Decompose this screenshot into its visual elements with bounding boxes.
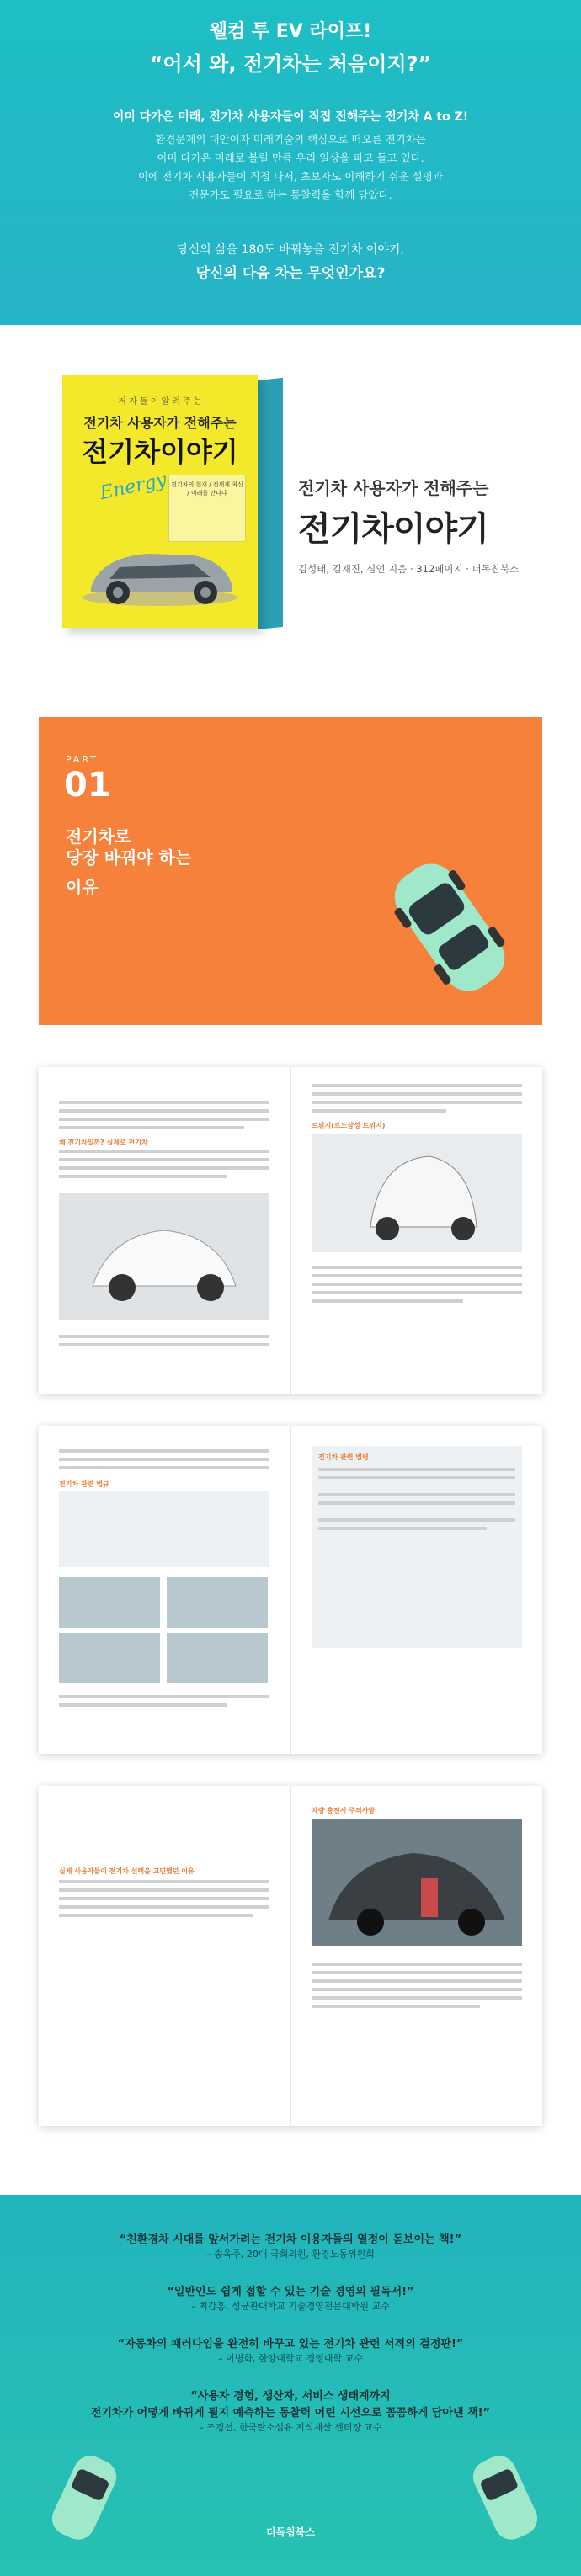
part-number: 01 [64, 766, 111, 805]
text-line [59, 1150, 269, 1153]
part-label: PART [66, 754, 99, 765]
book-meta: 김성태, 김재진, 심언 지음 · 312페이지 · 더독칩북스 [298, 563, 520, 575]
text-line [59, 1466, 269, 1469]
text-line [59, 1118, 269, 1121]
hero-paragraph-line: 이에 전기차 사용자들이 직접 나서, 초보자도 이해하기 쉬운 설명과 [138, 170, 443, 183]
text-line [312, 1963, 522, 1966]
cover-tagline: 저 자 들 이 알 려 주 는 [118, 397, 202, 406]
spread-subheading: 전기차 관련 법령 [318, 1453, 369, 1461]
text-line [312, 1109, 446, 1113]
text-line [318, 1468, 515, 1471]
text-line [312, 1084, 522, 1087]
text-line [59, 1175, 227, 1178]
part-title-line3: 이유 [66, 877, 99, 897]
text-line [59, 1695, 269, 1698]
text-line [312, 1971, 522, 1974]
book-spine [258, 378, 283, 629]
part-title-text: 당장 바꿔야 하는 [66, 847, 192, 868]
text-line [318, 1518, 515, 1522]
part-title-line1 [66, 826, 191, 868]
parking-photo [167, 1577, 268, 1628]
text-line [312, 1274, 522, 1277]
testimonial-quote: 전기차가 어떻게 바뀌게 될지 예측하는 통찰력 어린 시선으로 꼼꼼하게 담아낸 책!” [90, 2407, 491, 2419]
testimonial-source: – 송옥주, 20대 국회의원, 환경노동위원회 [206, 2249, 375, 2260]
text-line [318, 1493, 515, 1496]
book-info [298, 475, 568, 576]
spread-subheading: 왜 전기차일까? 실제로 전기차 [59, 1139, 148, 1146]
cover-energy-script: Energy [98, 469, 169, 505]
top-view-car-left-image [34, 2447, 135, 2548]
text-line [312, 1266, 522, 1269]
hero-paragraph-line: 이미 다가온 미래로 불릴 만큼 우리 일상을 파고 들고 있다. [157, 151, 424, 164]
cover-car-chassis-image [76, 539, 244, 611]
text-line [59, 1343, 269, 1346]
hero-paragraph-line: 전문가도 필요로 하는 통찰력을 함께 담았다. [189, 189, 392, 201]
text-line [312, 1996, 522, 2000]
hero-question: “어서 와, 전기차는 처음이지?” [149, 52, 432, 76]
spread-subheading: 트위지(르노삼성 트위지) [312, 1122, 386, 1129]
spread-page-right [291, 1426, 542, 1754]
part-01-banner [39, 717, 542, 1025]
top-view-car-right-image [455, 2447, 556, 2548]
hero-closing-1: 당신의 삶을 180도 바꿔놓을 전기차 이야기, [177, 243, 404, 257]
text-line [312, 2005, 480, 2008]
text-line [59, 1109, 269, 1113]
spread-page-right [291, 1067, 542, 1394]
testimonial-quote: “일반인도 쉽게 접할 수 있는 기술 경영의 필독서!” [167, 2286, 414, 2298]
text-line [59, 1888, 269, 1892]
twizy-photo [312, 1134, 522, 1252]
book-section [0, 325, 581, 678]
hero-banner [0, 0, 581, 325]
part-title-text: 전기차로 [66, 826, 131, 847]
testimonial-quote: “자동차의 패러다임을 완전히 바꾸고 있는 전기차 관련 서적의 결정판!” [117, 2338, 464, 2350]
spread-subheading: 실제 사용자들이 전기차 선택을 고민했던 이유 [59, 1867, 195, 1875]
white-car-photo [59, 1193, 269, 1320]
text-line [318, 1501, 515, 1505]
spread-page-left [39, 1067, 290, 1394]
text-line [312, 1101, 522, 1104]
text-line [312, 1291, 522, 1294]
text-line [59, 1101, 269, 1104]
text-line [312, 1979, 522, 1983]
spread-page-left [39, 1786, 290, 2126]
testimonial-source: – 이병화, 한양대학교 경영대학 교수 [218, 2353, 363, 2364]
testimonial-quote: “사용자 경험, 생산자, 서비스 생태계까지 [190, 2390, 391, 2403]
text-line [59, 1458, 269, 1461]
spread-page-right [291, 1786, 542, 2126]
text-line [59, 1880, 269, 1883]
spread-page-left [39, 1426, 290, 1754]
parking-photo [59, 1633, 160, 1683]
parking-photo [167, 1633, 268, 1683]
hero-paragraph-line: 환경문제의 대안이자 미래기술의 핵심으로 떠오른 전기차는 [155, 133, 426, 146]
text-line [59, 1166, 269, 1170]
cover-info-text: 전기차의 현재 / 전세계 최신 / 미래를 만나다 [171, 481, 243, 497]
text-line [59, 1335, 269, 1338]
book-cover [62, 375, 258, 628]
spread-subheading: 전기차 관련 법규 [59, 1480, 109, 1488]
suv-photo [312, 1819, 522, 1946]
book-spread-1 [39, 1067, 542, 1394]
top-view-car-image [374, 843, 525, 1012]
text-line [59, 1914, 253, 1917]
text-line [59, 1158, 269, 1161]
cover-title-small: 전기차 사용자가 전해주는 [83, 415, 237, 431]
publisher-logo: 더독칩북스 [266, 2526, 315, 2538]
hero-closing-2: 당신의 다음 차는 무엇인가요? [195, 265, 386, 282]
testimonial-quote: “친환경차 시대를 앞서가려는 전기차 이용자들의 열정이 돋보이는 책!” [119, 2233, 462, 2246]
quote-box [59, 1491, 269, 1567]
testimonial-source: – 조경선, 한국탄소섬유 지식재산 센터장 교수 [199, 2422, 382, 2433]
book-spread-3 [39, 1786, 542, 2126]
book-title-big: 전기차이야기 [298, 510, 488, 549]
cover-title-big: 전기차이야기 [82, 436, 238, 468]
text-line [59, 1703, 227, 1707]
hero-welcome: 웰컴 투 EV 라이프! [209, 21, 372, 42]
text-line [59, 1905, 269, 1909]
text-line [59, 1126, 244, 1129]
text-line [312, 1988, 522, 1991]
spread-subheading: 차량 충전시 주의사항 [312, 1807, 376, 1814]
cover-info-box [168, 475, 246, 542]
testimonials-section [0, 2195, 581, 2576]
parking-photo [59, 1577, 160, 1628]
text-line [318, 1527, 487, 1530]
text-line [312, 1092, 522, 1096]
text-line [312, 1299, 463, 1303]
book-spread-2 [39, 1426, 542, 1754]
text-line [312, 1283, 522, 1286]
text-line [59, 1449, 269, 1453]
text-line [318, 1476, 515, 1479]
hero-lead: 이미 다가온 미래, 전기차 사용자들이 직접 전해주는 전기차 A to Z! [112, 110, 469, 124]
text-line [59, 1897, 269, 1900]
book-title-small: 전기차 사용자가 전해주는 [298, 478, 489, 498]
testimonial-source: – 최갑홍, 성균관대학교 기술경영전문대학원 교수 [191, 2301, 390, 2312]
